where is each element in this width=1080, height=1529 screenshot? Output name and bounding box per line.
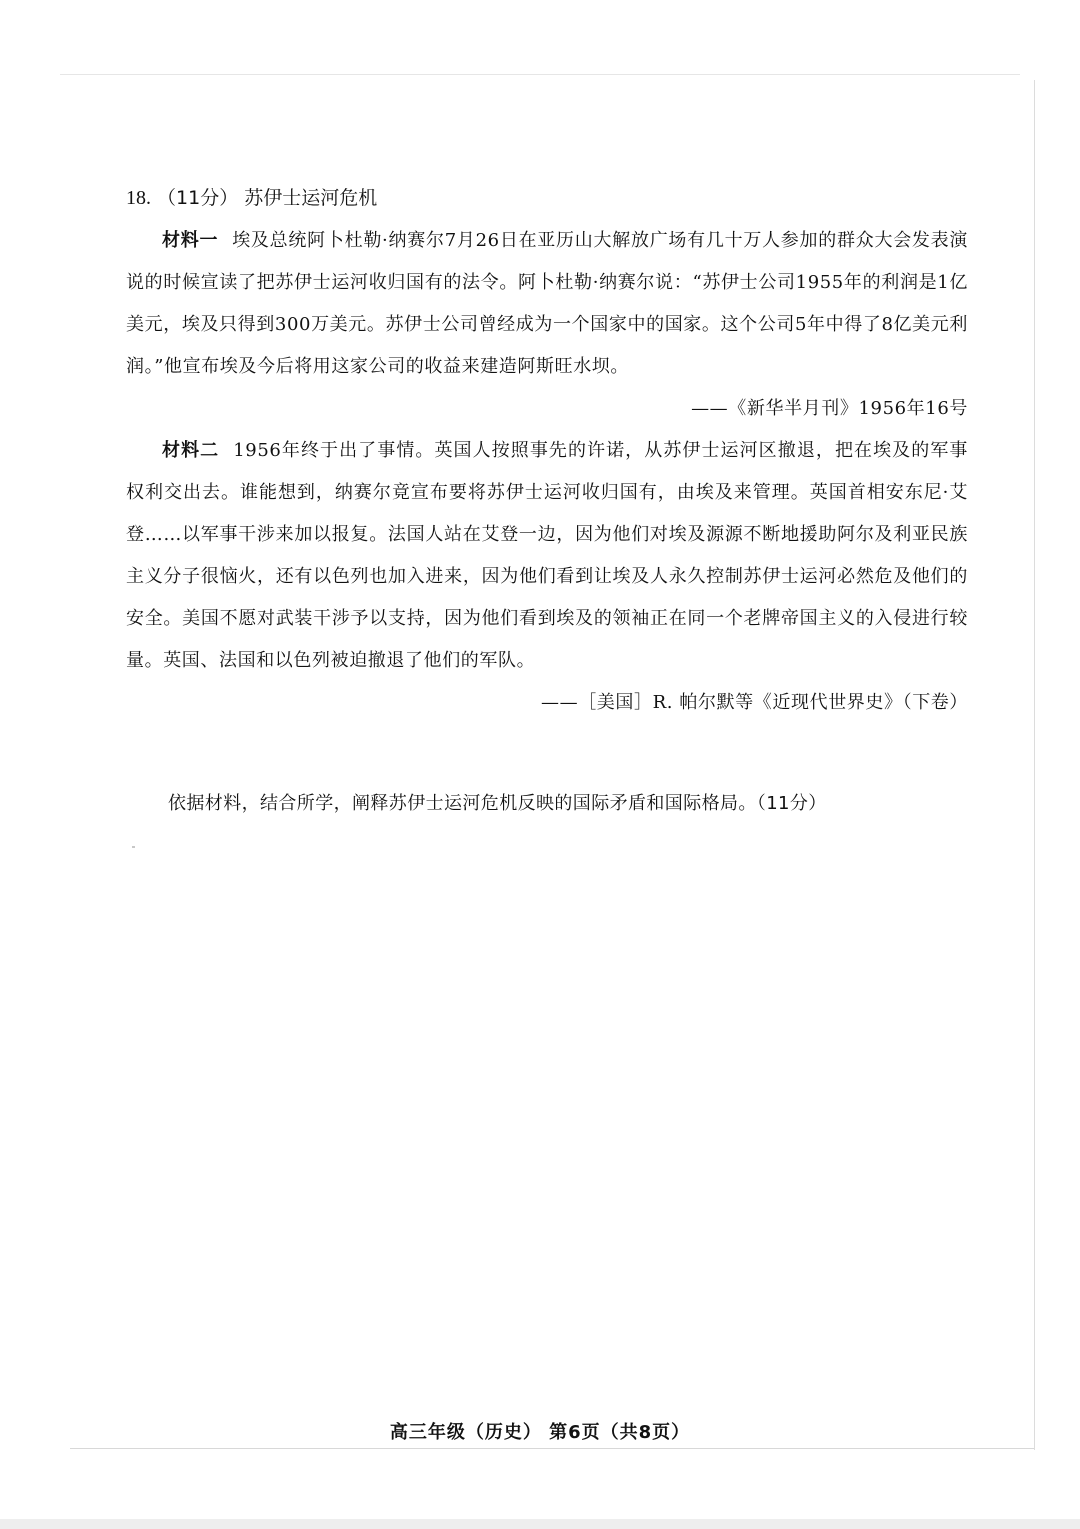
material-1-label: 材料一 xyxy=(162,230,219,251)
question-title xyxy=(126,180,968,216)
question-score: （11分） xyxy=(157,187,239,209)
page-footer: 高三年级（历史） 第6页（共8页） xyxy=(389,1422,691,1443)
question-topic: 苏伊士运河危机 xyxy=(244,187,378,209)
question-18 xyxy=(126,180,968,724)
scan-border-top xyxy=(60,74,1020,75)
material-2 xyxy=(126,430,968,724)
question-prompt: 依据材料，结合所学，阐释苏伊士运河危机反映的国际矛盾和国际格局。（11分） xyxy=(168,793,827,814)
scan-border-bottom xyxy=(70,1448,1034,1449)
material-1 xyxy=(126,220,968,430)
scan-border-right xyxy=(1034,80,1035,1450)
material-2-text: 1956年终于出了事情。英国人按照事先的许诺，从苏伊士运河区撤退，把在埃及的军事权利交出去。谁能想到，纳赛尔竟宣布要将苏伊士运河收归国有，由埃及来管理。英国首相安东尼·艾登……以军事干涉来加以报复。法国人站在艾登一边，因为他们对埃及源源不断地援助阿尔及利亚民族主义分子很恼火，还有以色列也加入进来，因为他们看到让埃及人永久控制苏伊士运河必然危及他们的安全。美国不愿对武装干涉予以支持，因为他们看到埃及的领袖正在同一个老牌帝国主义的入侵进行较量。英国、法国和以色列被迫撤退了他们的军队。 xyxy=(126,440,968,671)
scan-speck xyxy=(132,846,135,848)
material-1-text: 埃及总统阿卜杜勒·纳赛尔7月26日在亚历山大解放广场有几十万人参加的群众大会发表演说的时候宣读了把苏伊士运河收归国有的法令。阿卜杜勒·纳赛尔说：“苏伊士公司1955年的利润是1亿美元，埃及只得到300万美元。苏伊士公司曾经成为一个国家中的国家。这个公司5年中得了8亿美元利润。”他宣布埃及今后将用这家公司的收益来建造阿斯旺水坝。 xyxy=(126,230,968,377)
scan-bottom-strip xyxy=(0,1519,1080,1529)
material-2-paragraph xyxy=(126,430,968,682)
material-1-source: ——《新华半月刊》1956年16号 xyxy=(691,398,968,419)
material-2-label: 材料二 xyxy=(162,440,220,461)
material-2-source: ——［美国］R. 帕尔默等《近现代世界史》（下卷） xyxy=(541,692,968,713)
material-1-paragraph xyxy=(126,220,968,388)
question-number: 18. xyxy=(126,187,151,209)
